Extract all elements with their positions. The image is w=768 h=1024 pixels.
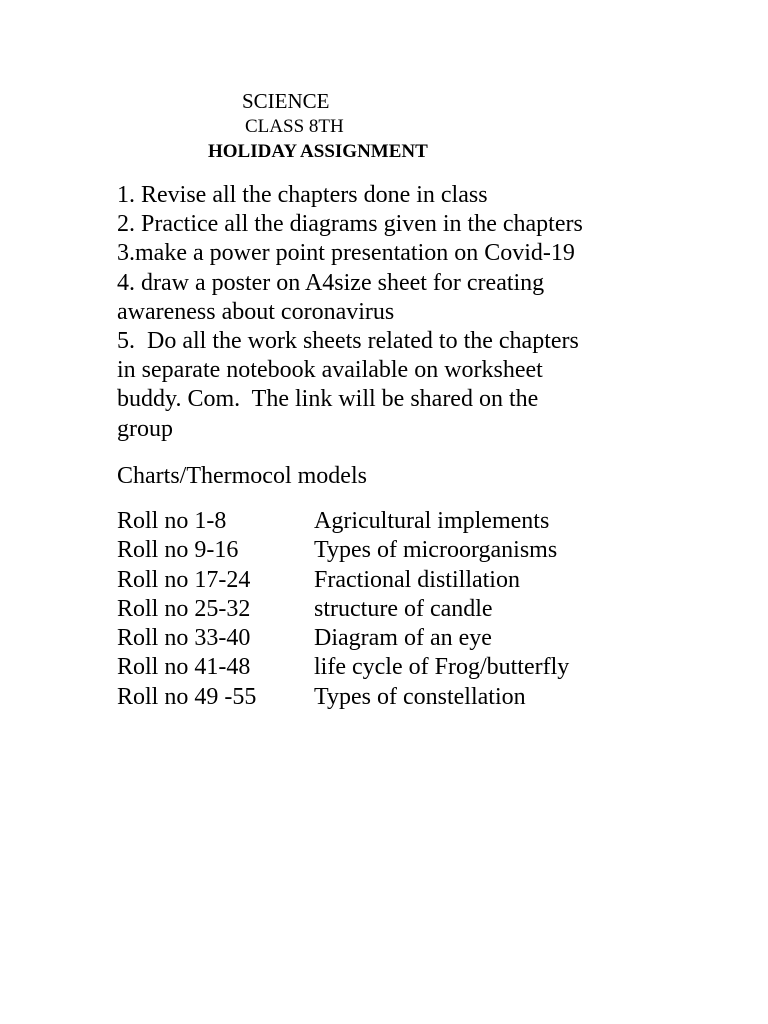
models-heading: Charts/Thermocol models bbox=[117, 463, 367, 489]
roll-range: Roll no 25-32 bbox=[117, 595, 251, 622]
table-row bbox=[117, 653, 569, 682]
roll-range: Roll no 33-40 bbox=[117, 625, 251, 652]
task-line: awareness about coronavirus bbox=[117, 298, 395, 325]
model-topic: Types of constellation bbox=[314, 683, 526, 710]
table-row bbox=[117, 507, 569, 536]
roll-range: Roll no 17-24 bbox=[117, 566, 251, 593]
task-line: 1. Revise all the chapters done in class bbox=[117, 182, 488, 208]
roll-assignment-table bbox=[117, 507, 569, 712]
task-line: 5. Do all the work sheets related to the chapters bbox=[117, 328, 579, 355]
model-topic: life cycle of Frog/butterfly bbox=[314, 654, 570, 681]
table-row bbox=[117, 536, 569, 565]
subject-heading: SCIENCE bbox=[242, 89, 330, 113]
table-row bbox=[117, 595, 569, 624]
model-topic: structure of candle bbox=[314, 595, 493, 622]
model-topic: Types of microorganisms bbox=[314, 537, 558, 564]
class-heading: CLASS 8TH bbox=[245, 116, 344, 137]
task-line: 3.make a power point presentation on Covid-19 bbox=[117, 240, 575, 267]
model-topic: Diagram of an eye bbox=[314, 625, 492, 652]
roll-range: Roll no 1-8 bbox=[117, 508, 227, 534]
task-line: in separate notebook available on worksheet bbox=[117, 357, 543, 384]
table-row bbox=[117, 683, 569, 712]
assignment-title: HOLIDAY ASSIGNMENT bbox=[208, 141, 428, 162]
task-line: group bbox=[117, 415, 173, 442]
roll-range: Roll no 9-16 bbox=[117, 537, 239, 564]
table-row bbox=[117, 566, 569, 595]
table-row bbox=[117, 624, 569, 653]
task-line: 4. draw a poster on A4size sheet for creating bbox=[117, 269, 545, 296]
roll-range: Roll no 41-48 bbox=[117, 654, 251, 681]
model-topic: Agricultural implements bbox=[314, 508, 550, 534]
model-topic: Fractional distillation bbox=[314, 566, 520, 593]
roll-range: Roll no 49 -55 bbox=[117, 683, 257, 710]
task-list bbox=[117, 181, 657, 444]
task-line: 2. Practice all the diagrams given in the chapters bbox=[117, 211, 583, 238]
task-line: buddy. Com. The link will be shared on the bbox=[117, 386, 539, 413]
